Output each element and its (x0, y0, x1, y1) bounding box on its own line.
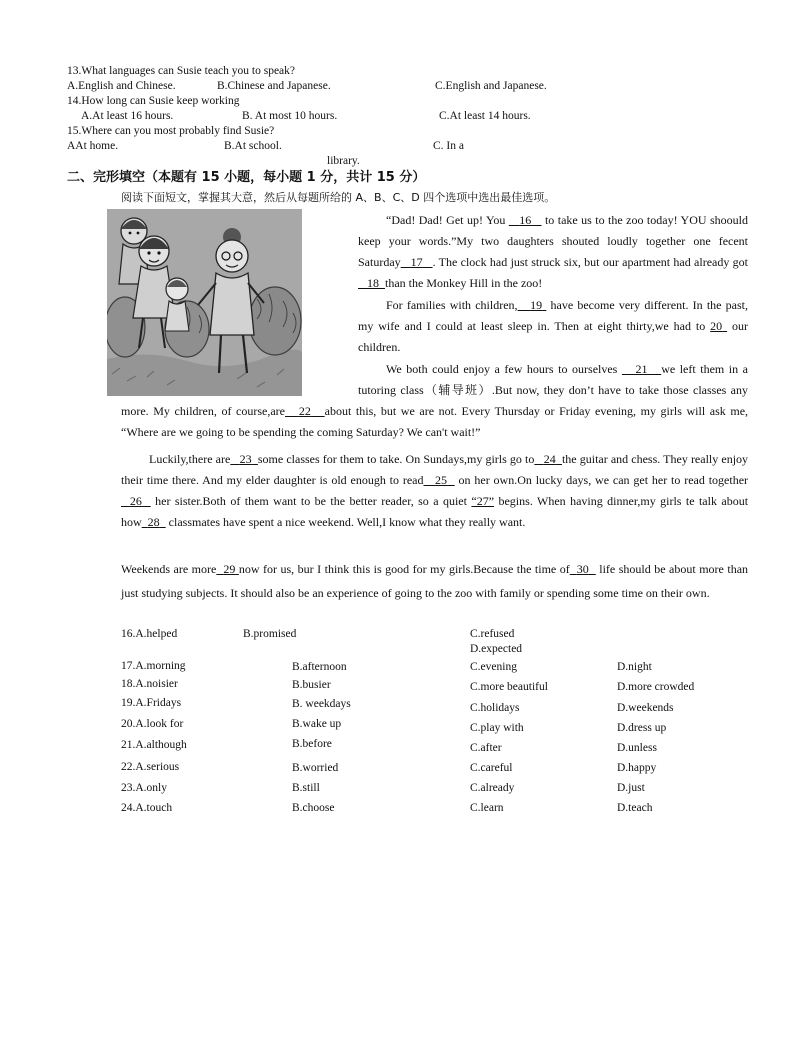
passage-text: begins. When having dinner,my girls te talk about how (121, 494, 749, 529)
passage-text: than the Monkey Hill in the zoo! (385, 276, 543, 290)
question-15-stem: 15.Where can you most probably find Susie? (67, 125, 275, 137)
option-19-c: C.holidays (470, 702, 520, 714)
blank-number: 28 (147, 515, 160, 529)
passage-text: now for us, bur I think this is good for my girls.Because the time of (238, 562, 570, 576)
passage-text: her sister.Both of them want to be the better reader, so a quiet (150, 494, 472, 508)
option-24-a: 24.A.touch (121, 802, 173, 814)
option-24-d: D.teach (617, 802, 653, 814)
passage-text: about this, but we are not. Every Thursday or Friday evening, my girls will ask me, “Where are we going to be spending the coming Saturday? We can't wait!” (121, 404, 749, 439)
option-22-d: D.happy (617, 762, 657, 774)
option-21-c: C.after (470, 742, 502, 754)
option-19-a: 19.A.Fridays (121, 697, 182, 709)
blank-number: 18 (367, 276, 379, 290)
option-21-d: D.unless (617, 742, 657, 754)
blank-18 (358, 276, 385, 290)
passage-text: life should be about more than just studying subjects. It should also be an experience of going to the zoo with family or spending some time on their own. (121, 562, 749, 600)
option-20-c: C.play with (470, 722, 524, 734)
blank-21 (622, 362, 661, 376)
option-22-b: B.worried (292, 762, 339, 774)
option-23-a: 23.A.only (121, 782, 167, 794)
question-13-option-b: B.Chinese and Japanese. (217, 80, 331, 92)
option-18-d: D.more crowded (617, 681, 695, 693)
option-16-a: 16.A.helped (121, 628, 178, 640)
passage-paragraph-2 (358, 295, 748, 358)
option-16-d: D.expected (470, 643, 523, 655)
passage-text: have become very different. In the past, my wife and I could at least sleep in. Then at eight thirty,we had to (358, 298, 749, 333)
blank-number: 29 (223, 562, 236, 576)
passage-text: Weekends are more (121, 562, 217, 576)
passage-paragraph-1 (358, 210, 748, 294)
blank-19 (518, 298, 547, 312)
passage-paragraph-3 (121, 359, 748, 443)
question-14-stem: 14.How long can Susie keep working (67, 95, 240, 107)
option-20-b: B.wake up (292, 718, 342, 730)
question-13-option-a: A.English and Chinese. (67, 80, 176, 92)
blank-number: 17 (410, 255, 423, 269)
blank-number: 22 (298, 404, 311, 418)
question-15-option-c: C. In a (433, 140, 464, 152)
option-19-d: D.weekends (617, 702, 674, 714)
option-17-d: D.night (617, 661, 652, 673)
blank-number: 23 (239, 452, 252, 466)
blank-number: 24 (543, 452, 556, 466)
passage-text: we left them in a tutoring class（辅导班）.But now, they don’t have to take those classes any more. My children, of course,are (121, 362, 749, 418)
question-15-option-b: B.At school. (224, 140, 282, 152)
blank-26 (121, 494, 151, 508)
option-20-a: 20.A.look for (121, 718, 184, 730)
blank-27: “27” (471, 494, 495, 508)
passage-text: classmates have spent a nice weekend. Well,I know what they really want. (165, 515, 526, 529)
option-18-a: 18.A.noisier (121, 678, 178, 690)
passage-text: the guitar and chess. They really enjoy their time there. And my elder daughter is old enough to read (121, 452, 749, 487)
question-14-option-a: A.At least 16 hours. (81, 110, 174, 122)
question-14-option-c: C.At least 14 hours. (439, 110, 531, 122)
option-18-c: C.more beautiful (470, 681, 548, 693)
blank-17 (401, 255, 433, 269)
option-24-c: C.learn (470, 802, 504, 814)
option-23-d: D.just (617, 782, 645, 794)
question-13-stem: 13.What languages can Susie teach you to speak? (67, 65, 296, 77)
blank-number: 26 (129, 494, 142, 508)
option-20-d: D.dress up (617, 722, 667, 734)
passage-text: some classes for them to take. On Sundays,my girls go to (257, 452, 535, 466)
passage-text: . The clock had just struck six, but our apartment had already got (432, 255, 749, 269)
passage-text: We both could enjoy a few hours to ourselves (386, 362, 622, 376)
blank-number: 16 (519, 213, 532, 227)
option-19-b: B. weekdays (292, 698, 351, 710)
option-23-b: B.still (292, 782, 320, 794)
question-15-option-a: AAt home. (67, 140, 119, 152)
question-15-option-c-continued: library. (327, 155, 360, 167)
passage-text: to take us to the zoo today! YOU shoould keep your words.”My two daughters shouted loudly together one fecent Saturday (358, 213, 749, 269)
blank-number: 21 (635, 362, 648, 376)
blank-29 (216, 562, 239, 576)
question-14-option-b: B. At most 10 hours. (242, 110, 338, 122)
section-instruction: 阅读下面短文，掌握其大意，然后从每题所给的 A、B、C、D 四个选项中选出最佳选项。 (121, 191, 556, 204)
blank-24 (534, 452, 562, 466)
blank-23 (230, 452, 258, 466)
passage-paragraph-5 (121, 557, 748, 605)
option-16-b: B.promised (243, 628, 297, 640)
blank-number: 20 (710, 319, 723, 333)
question-13-option-c: C.English and Japanese. (435, 80, 547, 92)
blank-number: 30 (576, 562, 589, 576)
section-heading: 二、完形填空（本题有 15 小题，每小题 1 分，共计 15 分） (67, 170, 426, 185)
blank-number: 25 (435, 473, 448, 487)
blank-16 (509, 213, 542, 227)
option-21-a: 21.A.although (121, 739, 187, 751)
passage-text: For families with children, (386, 298, 518, 312)
option-21-b: B.before (292, 738, 332, 750)
option-18-b: B.busier (292, 679, 331, 691)
blank-30 (570, 562, 596, 576)
passage-text: on her own.On lucky days, we can get her to read together (454, 473, 749, 487)
option-17-b: B.afternoon (292, 661, 347, 673)
option-17-c: C.evening (470, 661, 517, 673)
passage-paragraph-4 (121, 449, 748, 533)
blank-25 (423, 473, 454, 487)
option-23-c: C.already (470, 782, 515, 794)
option-24-b: B.choose (292, 802, 335, 814)
passage-text: “Dad! Dad! Get up! You (386, 213, 509, 227)
blank-22 (285, 404, 325, 418)
option-16-c: C.refused (470, 628, 515, 640)
passage-text: Luckily,there are (149, 452, 231, 466)
option-17-a: 17.A.morning (121, 660, 186, 672)
option-22-c: C.careful (470, 762, 513, 774)
float-spacer (121, 359, 358, 401)
blank-20 (710, 319, 727, 333)
blank-28 (142, 515, 166, 529)
option-22-a: 22.A.serious (121, 761, 180, 773)
blank-number: 19 (530, 298, 543, 312)
passage-text: our children. (358, 319, 749, 354)
